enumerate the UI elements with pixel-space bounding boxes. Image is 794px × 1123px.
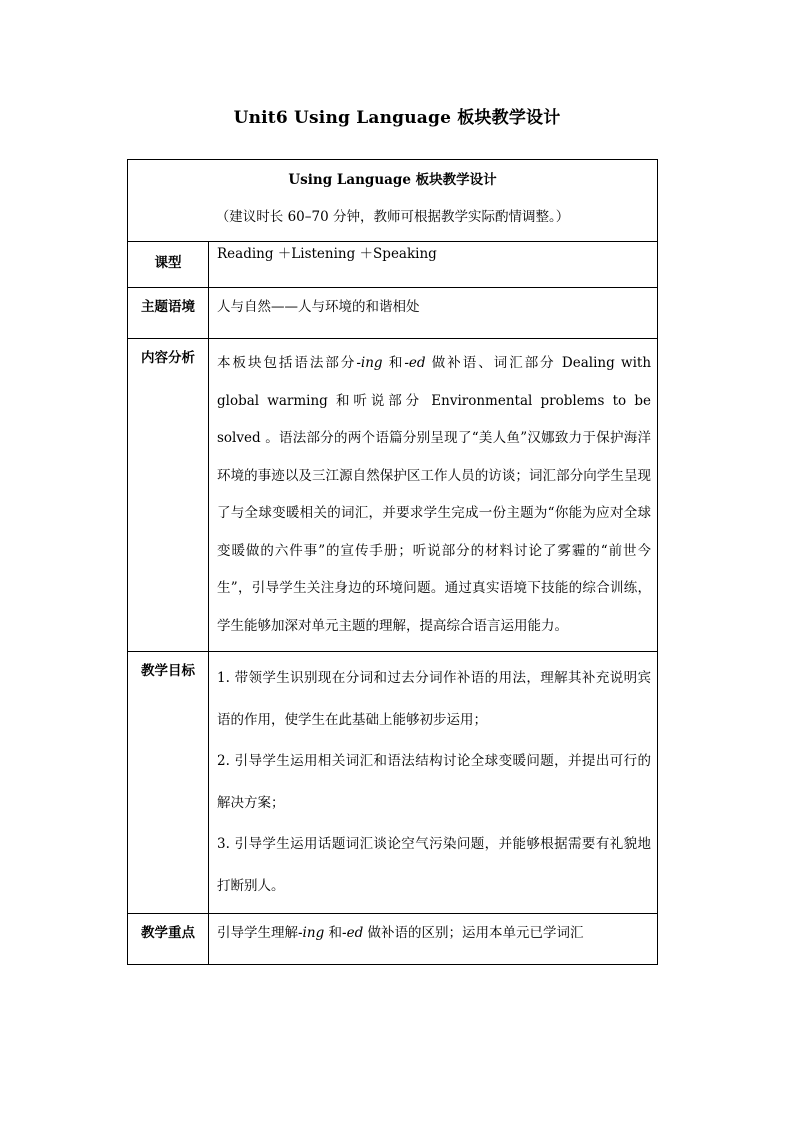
analysis-text-part: 和 [382, 355, 405, 371]
lesson-type-content: Reading ＋Listening ＋Speaking [209, 242, 658, 288]
analysis-ed-term: -ed [404, 355, 426, 371]
row-label: 内容分析 [141, 350, 195, 366]
row-label-cell [128, 339, 209, 652]
key-ed-term: -ed [342, 925, 364, 941]
table-row-theme-context [128, 288, 658, 339]
row-label-cell [128, 652, 209, 914]
table-header-title: Using Language 板块教学设计 [288, 172, 497, 188]
row-label: 教学重点 [141, 925, 195, 941]
row-label: 主题语境 [141, 299, 195, 315]
goal-item: 2. 引导学生运用相关词汇和语法结构讨论全球变暖问题，并提出可行的解决方案； [217, 753, 652, 811]
row-label-cell [128, 914, 209, 965]
page-title: Unit6 Using Language 板块教学设计 [233, 108, 561, 128]
key-ing-term: -ing [298, 925, 325, 941]
lesson-plan-table [127, 159, 658, 965]
table-row-teaching-goals [128, 652, 658, 914]
analysis-ing-term: -ing [356, 355, 383, 371]
analysis-text-part: 本板块包括语法部分 [217, 355, 357, 371]
table-header-subtitle: （建议时长 60–70 分钟，教师可根据教学实际酌情调整。） [215, 209, 570, 225]
analysis-text-part: 做补语、词汇部分 Dealing with global warming 和听说部分 Environmental problems to be solved 。语法部分的两个语篇分别呈现了“美人鱼”汉娜致力于保护海洋环境的事迹以及三江源自然保护区工作人员的访谈；词汇部分向学生呈现了与全球变暖相关的词汇，并要求学生完成一份主题为“你能为应对全球变暖做的六件事”的宣传手册；听说部分的材料讨论了雾霾的“前世今生”，引导学生关注身边的环境问题。通过真实语境下技能的综合训练，学生能够加深对单元主题的理解，提高综合语言运用能力。 [217, 355, 652, 634]
goal-item: 3. 引导学生运用话题词汇谈论空气污染问题，并能够根据需要有礼貌地打断别人。 [217, 836, 652, 894]
teaching-goals-list [209, 652, 658, 914]
key-text-part: 和 [324, 925, 343, 941]
key-text-part: 引导学生理解 [217, 925, 298, 941]
goal-item: 1. 带领学生识别现在分词和过去分词作补语的用法，理解其补充说明宾语的作用，使学生在此基础上能够初步运用； [217, 670, 652, 728]
key-text-part: 做补语的区别；运用本单元已学词汇 [363, 925, 584, 941]
content-analysis-text [209, 339, 658, 652]
table-row-content-analysis [128, 339, 658, 652]
row-label-cell [128, 242, 209, 288]
row-label-cell [128, 288, 209, 339]
key-points-text [209, 914, 658, 965]
table-header-row [128, 160, 658, 242]
theme-context-content: 人与自然——人与环境的和谐相处 [209, 288, 658, 339]
table-header-cell [128, 160, 658, 242]
row-label: 课型 [154, 255, 182, 271]
table-row-lesson-type [128, 242, 658, 288]
row-label: 教学目标 [141, 663, 195, 679]
table-row-key-points [128, 914, 658, 965]
